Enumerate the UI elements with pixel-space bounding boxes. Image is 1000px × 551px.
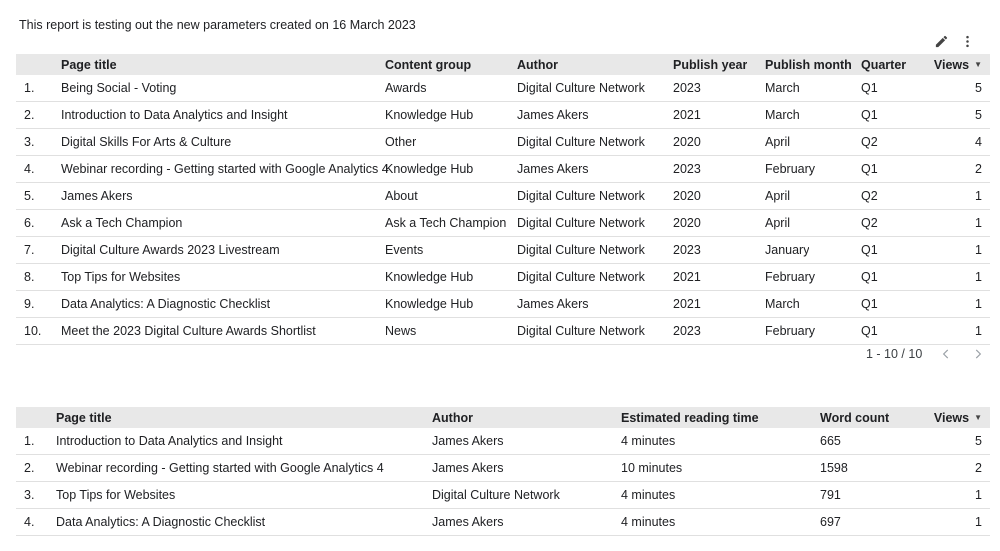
cell-author: James Akers — [517, 297, 589, 311]
sort-desc-icon: ▼ — [974, 60, 982, 69]
cell-content-group: Knowledge Hub — [385, 297, 474, 311]
cell-quarter: Q1 — [861, 297, 878, 311]
cell-reading-time: 4 minutes — [621, 434, 676, 448]
cell-author: Digital Culture Network — [517, 324, 645, 338]
cell-content-group: Events — [385, 243, 424, 257]
cell-page-title: Introduction to Data Analytics and Insight — [56, 434, 283, 448]
header-reading-time[interactable]: Estimated reading time — [621, 410, 759, 425]
cell-idx: 8. — [24, 270, 35, 284]
cell-idx: 3. — [24, 135, 35, 149]
cell-views: 2 — [975, 461, 982, 475]
table-header — [16, 54, 990, 75]
table-row[interactable] — [16, 75, 990, 102]
cell-page-title: Data Analytics: A Diagnostic Checklist — [56, 515, 266, 529]
cell-idx: 5. — [24, 189, 35, 203]
pagination-range: 1 - 10 / 10 — [866, 347, 923, 361]
cell-views: 1 — [975, 515, 982, 529]
cell-page-title: Being Social - Voting — [61, 81, 177, 95]
header-content-group[interactable]: Content group — [385, 57, 472, 72]
table-row[interactable] — [16, 264, 990, 291]
chevron-left-icon[interactable] — [938, 346, 954, 362]
table-row[interactable] — [16, 102, 990, 129]
cell-views: 5 — [975, 81, 982, 95]
cell-page-title: Webinar recording - Getting started with Google Analytics 4 — [61, 162, 389, 176]
cell-idx: 10. — [24, 324, 42, 338]
cell-content-group: Knowledge Hub — [385, 270, 474, 284]
cell-author: Digital Culture Network — [517, 243, 645, 257]
table-row[interactable] — [16, 237, 990, 264]
cell-publish-year: 2023 — [673, 81, 701, 95]
table-row[interactable] — [16, 129, 990, 156]
cell-author: Digital Culture Network — [432, 488, 560, 502]
cell-page-title: Top Tips for Websites — [61, 270, 181, 284]
table-row[interactable] — [16, 318, 990, 345]
pages-table — [16, 54, 990, 345]
cell-publish-month: February — [765, 324, 816, 338]
header-word-count[interactable]: Word count — [820, 410, 890, 425]
cell-publish-year: 2020 — [673, 216, 701, 230]
cell-content-group: Knowledge Hub — [385, 162, 474, 176]
cell-views: 1 — [975, 270, 982, 284]
cell-quarter: Q1 — [861, 324, 878, 338]
cell-quarter: Q1 — [861, 108, 878, 122]
cell-reading-time: 10 minutes — [621, 461, 683, 475]
cell-views: 4 — [975, 135, 982, 149]
table-header — [16, 407, 990, 428]
cell-content-group: News — [385, 324, 417, 338]
cell-views: 1 — [975, 216, 982, 230]
cell-quarter: Q2 — [861, 135, 878, 149]
header-views-sorted[interactable] — [916, 54, 982, 75]
sort-desc-icon: ▼ — [974, 413, 982, 422]
cell-idx: 4. — [24, 515, 35, 529]
cell-idx: 7. — [24, 243, 35, 257]
cell-quarter: Q2 — [861, 216, 878, 230]
header-views-label: Views — [933, 57, 970, 72]
chart-toolbar — [933, 33, 975, 49]
cell-content-group: Awards — [385, 81, 427, 95]
cell-publish-month: March — [765, 81, 800, 95]
cell-publish-month: April — [765, 135, 791, 149]
cell-idx: 9. — [24, 297, 35, 311]
cell-author: James Akers — [432, 434, 504, 448]
cell-idx: 4. — [24, 162, 35, 176]
cell-views: 1 — [975, 324, 982, 338]
cell-idx: 2. — [24, 108, 35, 122]
cell-quarter: Q2 — [861, 189, 878, 203]
table-row[interactable] — [16, 509, 990, 536]
table-body — [16, 75, 990, 345]
cell-word-count: 791 — [820, 488, 841, 502]
cell-content-group: Knowledge Hub — [385, 108, 474, 122]
cell-page-title: Digital Culture Awards 2023 Livestream — [61, 243, 280, 257]
cell-publish-month: February — [765, 162, 816, 176]
header-page-title[interactable]: Page title — [61, 57, 117, 72]
cell-author: James Akers — [517, 108, 589, 122]
cell-publish-month: January — [765, 243, 810, 257]
cell-page-title: Ask a Tech Champion — [61, 216, 183, 230]
table-row[interactable] — [16, 482, 990, 509]
cell-author: Digital Culture Network — [517, 189, 645, 203]
cell-idx: 6. — [24, 216, 35, 230]
cell-views: 1 — [975, 243, 982, 257]
cell-views: 1 — [975, 488, 982, 502]
cell-views: 1 — [975, 189, 982, 203]
cell-word-count: 1598 — [820, 461, 848, 475]
cell-idx: 2. — [24, 461, 35, 475]
cell-page-title: James Akers — [61, 189, 133, 203]
header-publish-month[interactable]: Publish month — [765, 57, 852, 72]
cell-page-title: Data Analytics: A Diagnostic Checklist — [61, 297, 271, 311]
cell-author: Digital Culture Network — [517, 270, 645, 284]
cell-author: James Akers — [432, 515, 504, 529]
cell-publish-year: 2020 — [673, 135, 701, 149]
cell-publish-year: 2023 — [673, 162, 701, 176]
cell-publish-month: February — [765, 270, 816, 284]
cell-idx: 1. — [24, 434, 35, 448]
cell-publish-year: 2023 — [673, 324, 701, 338]
cell-views: 1 — [975, 297, 982, 311]
cell-publish-year: 2020 — [673, 189, 701, 203]
table-row[interactable] — [16, 156, 990, 183]
table-row[interactable] — [16, 210, 990, 237]
cell-page-title: Digital Skills For Arts & Culture — [61, 135, 232, 149]
cell-reading-time: 4 minutes — [621, 488, 676, 502]
cell-page-title: Webinar recording - Getting started with Google Analytics 4 — [56, 461, 384, 475]
header-page-title[interactable]: Page title — [56, 410, 112, 425]
header-author[interactable]: Author — [517, 57, 558, 72]
more-vert-icon[interactable] — [959, 33, 975, 49]
table-row[interactable] — [16, 183, 990, 210]
cell-views: 5 — [975, 434, 982, 448]
cell-quarter: Q1 — [861, 270, 878, 284]
header-views-sorted[interactable] — [916, 407, 982, 428]
table-row[interactable] — [16, 291, 990, 318]
cell-reading-time: 4 minutes — [621, 515, 676, 529]
cell-content-group: Other — [385, 135, 417, 149]
table-row[interactable] — [16, 455, 990, 482]
cell-publish-month: April — [765, 189, 791, 203]
cell-content-group: Ask a Tech Champion — [385, 216, 507, 230]
cell-author: Digital Culture Network — [517, 216, 645, 230]
cell-quarter: Q1 — [861, 162, 878, 176]
header-publish-year[interactable]: Publish year — [673, 57, 748, 72]
cell-page-title: Introduction to Data Analytics and Insight — [61, 108, 288, 122]
cell-publish-month: March — [765, 297, 800, 311]
cell-page-title: Meet the 2023 Digital Culture Awards Shortlist — [61, 324, 316, 338]
cell-author: James Akers — [517, 162, 589, 176]
cell-author: James Akers — [432, 461, 504, 475]
pagination — [866, 346, 986, 362]
cell-word-count: 665 — [820, 434, 841, 448]
cell-publish-month: March — [765, 108, 800, 122]
cell-publish-year: 2023 — [673, 243, 701, 257]
cell-quarter: Q1 — [861, 243, 878, 257]
cell-views: 2 — [975, 162, 982, 176]
report-note: This report is testing out the new parameters created on 16 March 2023 — [19, 18, 416, 32]
table-row[interactable] — [16, 428, 990, 455]
cell-author: Digital Culture Network — [517, 81, 645, 95]
cell-views: 5 — [975, 108, 982, 122]
chevron-right-icon[interactable] — [970, 346, 986, 362]
table-body — [16, 428, 990, 536]
header-views-label: Views — [933, 410, 970, 425]
cell-idx: 3. — [24, 488, 35, 502]
reading-time-table — [16, 407, 990, 536]
cell-publish-year: 2021 — [673, 270, 701, 284]
cell-publish-month: April — [765, 216, 791, 230]
cell-publish-year: 2021 — [673, 297, 701, 311]
cell-publish-year: 2021 — [673, 108, 701, 122]
header-quarter[interactable]: Quarter — [861, 57, 907, 72]
pencil-icon[interactable] — [933, 33, 949, 49]
header-author[interactable]: Author — [432, 410, 473, 425]
cell-author: Digital Culture Network — [517, 135, 645, 149]
cell-word-count: 697 — [820, 515, 841, 529]
cell-content-group: About — [385, 189, 418, 203]
cell-page-title: Top Tips for Websites — [56, 488, 176, 502]
cell-quarter: Q1 — [861, 81, 878, 95]
cell-idx: 1. — [24, 81, 35, 95]
